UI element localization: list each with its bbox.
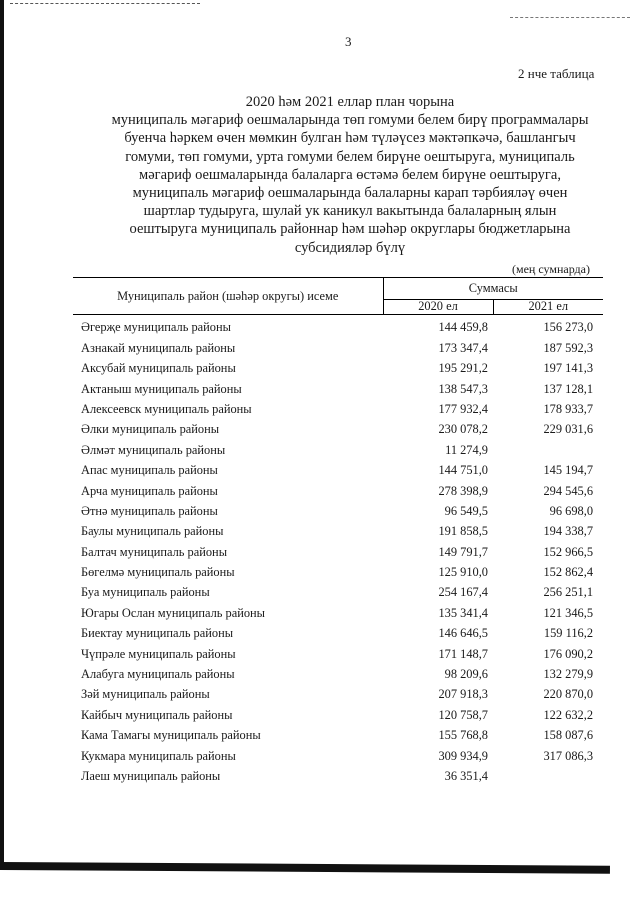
row-value-2021: 96 698,0: [549, 503, 594, 518]
row-name: Алабуга муниципаль районы: [81, 667, 235, 682]
table-row: [73, 621, 603, 641]
table-row: [73, 641, 603, 661]
table-row: [73, 743, 603, 763]
scan-edge-bottom: [0, 862, 610, 874]
table-body: [73, 315, 603, 784]
title-line: гомуми, төп гомуми, урта гомуми белем бирүне оештыруга, муниципаль: [125, 148, 575, 165]
table-row: [73, 600, 603, 620]
row-value-2020: 155 768,8: [438, 728, 488, 743]
row-value-2021: 145 194,7: [543, 463, 594, 478]
subsidy-table: [73, 277, 603, 784]
row-value-2021: 122 632,2: [543, 707, 594, 722]
row-value-2021: 178 933,7: [543, 401, 594, 416]
row-value-2021: 197 141,3: [543, 361, 594, 376]
row-name: Кайбыч муниципаль районы: [81, 707, 233, 722]
page-number: 3: [345, 34, 352, 49]
row-name: Кама Тамагы муниципаль районы: [81, 728, 261, 743]
row-value-2020: 125 910,0: [438, 565, 488, 580]
title-line: мәгариф оешмаларында балаларга өстәмә белем бирүне оештыруга,: [139, 166, 561, 183]
column-header-name: Муниципаль район (шәһәр округы) исеме: [73, 278, 383, 315]
row-name: Әгерҗе муниципаль районы: [81, 320, 231, 335]
title-line: 2020 һәм 2021 еллар план чорына: [245, 94, 455, 110]
table-row: [73, 397, 603, 417]
row-value-2021: 159 116,2: [543, 626, 594, 641]
row-value-2021: 294 545,6: [543, 483, 594, 498]
scan-dash-top-right: [510, 17, 630, 18]
row-value-2020: 138 547,3: [438, 381, 488, 396]
row-value-2020: 11 274,9: [445, 442, 488, 457]
row-value-2020: 149 791,7: [438, 544, 488, 559]
row-value-2020: 171 148,7: [438, 646, 488, 661]
row-value-2021: 229 031,6: [543, 422, 594, 437]
row-value-2020: 207 918,3: [438, 687, 488, 702]
row-value-2020: 230 078,2: [438, 422, 488, 437]
row-value-2021: 317 086,3: [543, 748, 594, 763]
table-row: [73, 335, 603, 355]
row-value-2021: 256 251,1: [543, 585, 594, 600]
row-value-2020: 278 398,9: [438, 483, 488, 498]
row-name: Буа муниципаль районы: [81, 585, 210, 600]
row-value-2021: 152 862,4: [543, 565, 594, 580]
document-title: [100, 93, 600, 257]
title-line: муниципаль мәгариф оешмаларында балаларны карап тәрбияләү өчен: [132, 185, 568, 202]
title-line: муниципаль мәгариф оешмаларында төп гомуми белем бирү программалары: [111, 112, 589, 129]
row-name: Балтач муниципаль районы: [81, 544, 228, 559]
table-row: [73, 723, 603, 743]
table-row: [73, 315, 603, 336]
row-name: Зәй муниципаль районы: [81, 687, 210, 702]
row-name: Әтнә муниципаль районы: [81, 503, 218, 518]
row-value-2021: 156 273,0: [543, 320, 594, 335]
row-value-2020: 177 932,4: [438, 401, 488, 416]
table-row: [73, 437, 603, 457]
row-name: Азнакай муниципаль районы: [81, 340, 236, 355]
row-name: Актаныш муниципаль районы: [81, 381, 242, 396]
title-line: буенча һәркем өчен мөмкин булган һәм түләүсез мәктәпкәчә, башлангыч: [124, 130, 576, 147]
row-name: Арча муниципаль районы: [81, 483, 218, 498]
table-row: [73, 376, 603, 396]
table-row: [73, 478, 603, 498]
table-row: [73, 458, 603, 478]
table-row: [73, 499, 603, 519]
title-line: субсидияләр бүлү: [294, 239, 406, 256]
table-row: [73, 764, 603, 784]
row-name: Кукмара муниципаль районы: [81, 748, 236, 763]
row-value-2020: 135 341,4: [438, 605, 488, 620]
row-value-2021: 121 346,5: [543, 605, 594, 620]
row-name: Биектау муниципаль районы: [81, 626, 234, 641]
row-value-2020: 98 209,6: [444, 667, 488, 682]
column-header-sum: Суммасы: [383, 278, 603, 300]
row-name: Чүпрәле муниципаль районы: [81, 646, 236, 661]
table-row: [73, 662, 603, 682]
row-value-2020: 173 347,4: [438, 340, 488, 355]
row-value-2021: 176 090,2: [543, 646, 594, 661]
column-header-2021: 2021 ел: [493, 299, 603, 314]
row-name: Лаеш муниципаль районы: [81, 768, 221, 783]
unit-label: (мең сумнарда): [512, 262, 590, 276]
table-row: [73, 560, 603, 580]
row-value-2021: [493, 764, 603, 784]
row-name: Апас муниципаль районы: [81, 463, 218, 478]
row-name: Аксубай муниципаль районы: [81, 361, 236, 376]
row-value-2020: 195 291,2: [438, 361, 488, 376]
title-line: оештыруга муниципаль районнар һәм шәһәр округлары бюджетларына: [129, 221, 571, 238]
row-value-2021: [493, 437, 603, 457]
column-header-2020: 2020 ел: [383, 299, 493, 314]
table-row: [73, 417, 603, 437]
row-value-2020: 144 459,8: [438, 320, 488, 335]
row-name: Әлмәт муниципаль районы: [81, 442, 226, 457]
row-value-2020: 191 858,5: [438, 524, 488, 539]
table-row: [73, 702, 603, 722]
row-value-2020: 254 167,4: [438, 585, 488, 600]
table-header: [73, 278, 603, 315]
row-value-2021: 187 592,3: [543, 340, 594, 355]
row-value-2021: 194 338,7: [543, 524, 594, 539]
table-row: [73, 356, 603, 376]
table-row: [73, 539, 603, 559]
table-row: [73, 519, 603, 539]
title-line: шартлар тудыруга, шулай ук каникул вакытында балаларның ялын: [143, 203, 557, 220]
row-name: Баулы муниципаль районы: [81, 524, 224, 539]
row-value-2020: 146 646,5: [438, 626, 488, 641]
row-value-2020: 96 549,5: [444, 503, 488, 518]
row-name: Алексеевск муниципаль районы: [81, 401, 252, 416]
table-row: [73, 682, 603, 702]
row-value-2020: 120 758,7: [438, 707, 488, 722]
row-value-2021: 220 870,0: [543, 687, 594, 702]
scan-edge-left: [0, 0, 4, 870]
row-name: Югары Ослан муниципаль районы: [81, 605, 266, 620]
row-value-2020: 144 751,0: [438, 463, 488, 478]
row-name: Бөгелмә муниципаль районы: [81, 565, 235, 580]
row-value-2020: 309 934,9: [438, 748, 488, 763]
scan-dash-top-left: [10, 3, 200, 4]
row-value-2021: 137 128,1: [543, 381, 594, 396]
row-value-2020: 36 351,4: [444, 768, 488, 783]
table-row: [73, 580, 603, 600]
row-value-2021: 152 966,5: [543, 544, 594, 559]
table-label: 2 нче таблица: [518, 66, 595, 81]
row-value-2021: 132 279,9: [543, 667, 594, 682]
row-name: Әлки муниципаль районы: [81, 422, 220, 437]
row-value-2021: 158 087,6: [543, 728, 594, 743]
